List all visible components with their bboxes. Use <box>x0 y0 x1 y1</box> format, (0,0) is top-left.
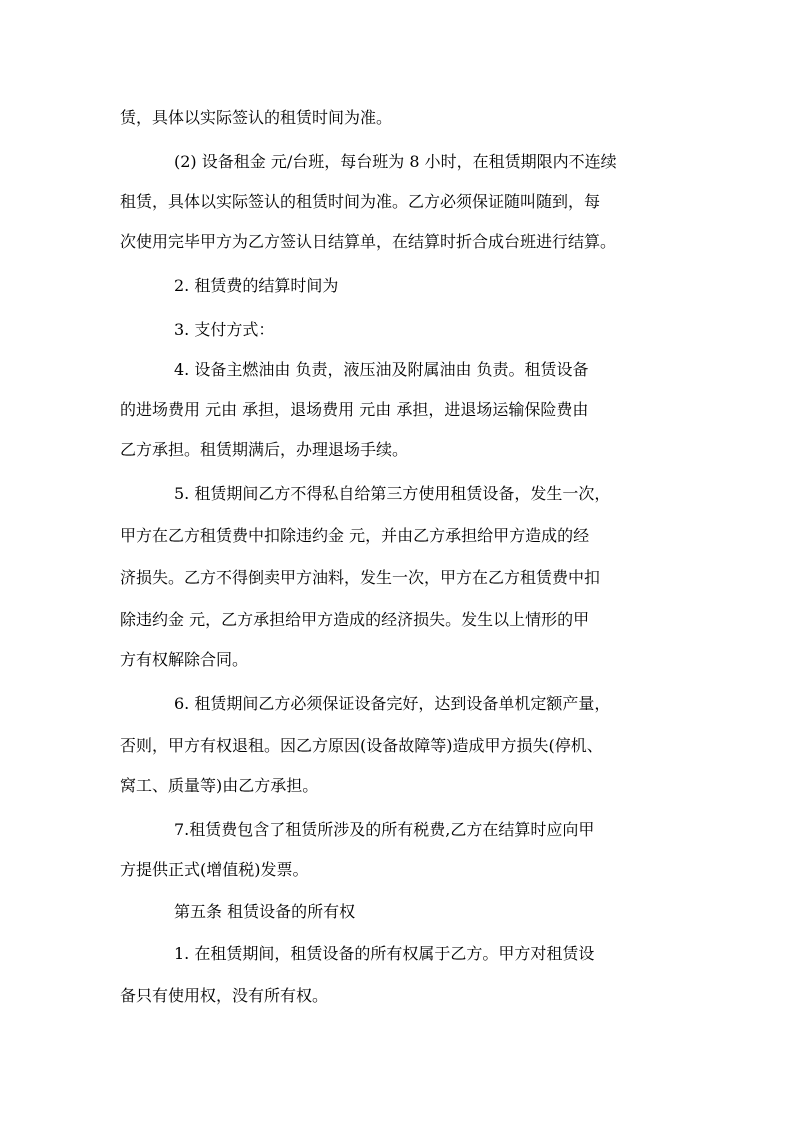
text-line: 窝工、质量等)由乙方承担。 <box>120 776 319 795</box>
text-line: 1. 在租赁期间，租赁设备的所有权属于乙方。甲方对租赁设 <box>174 944 595 963</box>
text-line: 甲方在乙方租赁费中扣除违约金 元，并由乙方承担给甲方造成的经 <box>120 526 590 545</box>
text-line: 方提供正式(增值税)发票。 <box>120 860 309 879</box>
section-heading: 第五条 租赁设备的所有权 <box>174 902 356 921</box>
text-line: 除违约金 元，乙方承担给甲方造成的经济损失。发生以上情形的甲 <box>120 610 590 629</box>
text-line: 济损失。乙方不得倒卖甲方油料，发生一次，甲方在乙方租赁费中扣 <box>120 568 601 587</box>
text-line: (2) 设备租金 元/台班，每台班为 8 小时，在租赁期限内不连续 <box>174 152 617 171</box>
text-line: 6. 租赁期间乙方必须保证设备完好，达到设备单机定额产量， <box>174 694 611 713</box>
text-line: 备只有使用权，没有所有权。 <box>120 986 329 1005</box>
text-line: 赁，具体以实际签认的租赁时间为准。 <box>120 108 393 127</box>
text-line: 7.租赁费包含了租赁所涉及的所有税费,乙方在结算时应向甲 <box>174 820 595 839</box>
text-line: 2. 租赁费的结算时间为 <box>174 276 339 295</box>
text-line: 次使用完毕甲方为乙方签认日结算单，在结算时折合成台班进行结算。 <box>120 232 617 251</box>
text-line: 方有权解除合同。 <box>120 650 249 669</box>
text-line: 否则，甲方有权退租。因乙方原因(设备故障等)造成甲方损失(停机、 <box>120 736 603 755</box>
text-line: 的进场费用 元由 承担，退场费用 元由 承担，进退场运输保险费由 <box>120 400 589 419</box>
text-line: 3. 支付方式： <box>174 320 275 339</box>
text-line: 4. 设备主燃油由 负责，液压油及附属油由 负责。租赁设备 <box>174 360 589 379</box>
text-line: 乙方承担。租赁期满后，办理退场手续。 <box>120 440 409 459</box>
text-line: 租赁，具体以实际签认的租赁时间为准。乙方必须保证随叫随到，每 <box>120 192 601 211</box>
text-line: 5. 租赁期间乙方不得私自给第三方使用租赁设备，发生一次， <box>174 484 611 503</box>
